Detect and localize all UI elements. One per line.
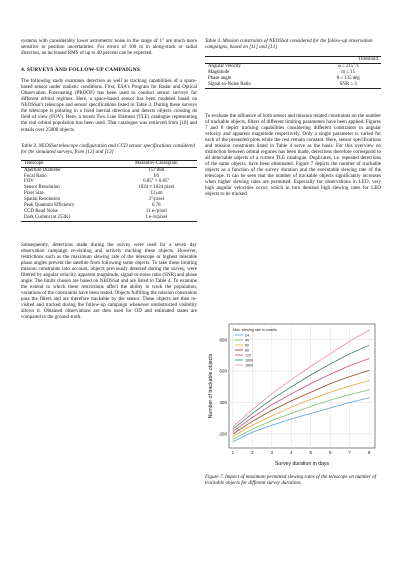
table4-label: Signal-to-Noise Ratio bbox=[205, 82, 315, 88]
x-tick-label: 5 bbox=[309, 450, 313, 455]
legend-label: 1800 bbox=[245, 363, 253, 368]
followup-body: Subsequently, detections made during the survey were used for a seven day observation campaign re-visiting and actively tracking these objects. However, restrictions such as the maximum slewing rate of the telescope or highest tolerable phase angles prevent the satellite from following some objects. To take those limiting mission constraints into account, objects previously detected during the survey, were filtered by angular velocity, apparent magnitude, signal-to-noise ratio (SNR) and phase angle. The limits chosen are based on NEOSSat and are listed in Table 4. To examine the extend to which these restrictions affect the ability to track the population, variations of the constraints have been tested. Objects fulfilling the mission constraints pass the filters and are therefore trackable by the sensor. These objects are then re-visited and tracked during the follow-up campaign whenever unobstructed visibility allows it. Obtained observations are then used for OD and estimated states are compared to the ground-truth. bbox=[21, 241, 197, 321]
table3-value: 13 μm bbox=[149, 191, 163, 197]
right-body: To evaluate the influence of both sensor and mission related constraints on the number of trackable objects, filters of different limiting parameters have been applied. Figures 7 and 8 depict tracking capabilities considering different constraints in angular velocity and apparent magnitude respectively. Only a single parameter is varied for each of the presented plots while the rest remain constant. Here, sensor specifications and mission constraints listed in Table 4 serve as the basis. For this overview no distinction between orbital regimes has been made, detections therefore correspond to all detectable objects of a current TLE catalogue. Duplicates, i.e. repeated detections of the same objects, have been eliminated. Figure 7 depicts the number of trackable objects as a function of the survey duration and the executable slewing rate of the telescope. It can be seen that the number of trackable objects significantly increases when higher slewing rates are permitted. Especially for observations in LEO, very high angular velocities occur, which in turn demand high slewing rates for LEO objects to be tracked. bbox=[205, 112, 381, 198]
table3-label: Spatial Resolution bbox=[24, 197, 60, 203]
x-tick-label: 3 bbox=[270, 450, 274, 455]
legend-label: 1000 bbox=[245, 358, 253, 363]
table3-value: Maksutov-Cassegrain bbox=[116, 160, 198, 167]
table4-value: SNR ≥ 3 bbox=[315, 82, 381, 88]
table3-value: 1024 × 1024 pixel bbox=[138, 185, 175, 191]
table4-caption: Table 4. Mission constraints of NEOSSat considered for the follow-up observation campaigns, based on [11] and [13] bbox=[205, 38, 373, 51]
x-tick-label: 8 bbox=[367, 450, 371, 455]
table3-label: CCD Read Noise bbox=[24, 209, 58, 214]
table3-label: Sensor Resolution bbox=[24, 185, 60, 191]
table4-label: Angular velocity bbox=[208, 64, 242, 70]
x-axis-label: Survey duration in days bbox=[274, 461, 330, 467]
y-tick-label: 200 bbox=[219, 431, 227, 437]
table3-row bbox=[21, 215, 197, 221]
table3-label: Pixel Size bbox=[24, 191, 44, 197]
table3-label: Aperture Diameter bbox=[24, 167, 61, 173]
x-tick-label: 6 bbox=[328, 450, 332, 455]
figure7-chart bbox=[205, 318, 381, 468]
figure7 bbox=[205, 318, 381, 468]
table3-value: 0.78 bbox=[151, 203, 161, 209]
table3-value: 3″/pixel bbox=[148, 197, 165, 203]
table4-value: θ ≤ 135 deg bbox=[336, 75, 360, 81]
table4-value: ω ≤ 215″/s bbox=[337, 64, 359, 70]
legend-label: 60 bbox=[245, 343, 249, 348]
plot-area bbox=[229, 324, 375, 448]
table3-label: Focal Ratio bbox=[24, 173, 47, 179]
table4 bbox=[205, 56, 381, 89]
legend-title: Max. slewing rate in mrad/s bbox=[233, 328, 277, 332]
x-tick-label: 7 bbox=[348, 450, 351, 455]
y-tick-label: 600 bbox=[219, 368, 227, 374]
x-tick-label: 1 bbox=[231, 450, 235, 455]
x-tick-label: 2 bbox=[251, 450, 254, 455]
y-tick-label: 800 bbox=[219, 337, 227, 343]
legend-label: 40 bbox=[245, 338, 249, 343]
y-axis-label: Number of trackable objects bbox=[208, 353, 214, 419]
right-column bbox=[205, 38, 381, 197]
table4-row bbox=[205, 82, 381, 88]
table3 bbox=[21, 160, 197, 222]
table3-value: f/6 bbox=[153, 173, 159, 179]
table3-value: 0.85° × 0.85° bbox=[143, 179, 170, 185]
table3-label: Peak Quantum Efficiency bbox=[24, 203, 75, 209]
table3-label: Telescope bbox=[21, 160, 116, 167]
table3-value: 11 e-/pixel bbox=[145, 209, 167, 214]
y-tick-label: 400 bbox=[219, 400, 227, 406]
table3-value: 157 mm bbox=[148, 167, 165, 173]
legend-label: 80 bbox=[245, 348, 249, 353]
table4-label: Magnitude bbox=[208, 70, 230, 75]
left-column bbox=[21, 38, 197, 320]
table4-header: Threshold bbox=[315, 57, 381, 64]
section-body: The following study examines detection as well as tracking capabilities of a space-based sensor under realistic conditions. First, ESA's Program for Radar and Optical Observation Forecasting (PROOF) has been used to conduct sensor surveys for different orbital regimes. Here, a space-based sensor has been modeled based on NEOSSat's telescope and sensor specifications listed in Table 3. During these surveys the telescope is pointing in a fixed inertial direction and detects objects crossing its field of view (FOV). Here, a recent Two Line Element (TLE) catalogue representing the real orbital population has been used. That catalogue was retrieved from [10] and entails over 25000 objects. bbox=[21, 78, 197, 133]
table4-label: Phase angle bbox=[208, 75, 232, 81]
table3-label: FOV bbox=[24, 179, 34, 185]
figure7-caption: Figure 7. Impact of maximum permitted slewing rates of the telescope on number of trackable objects for different survey durations bbox=[205, 474, 376, 487]
table4-value: m ≤ 15 bbox=[341, 70, 356, 75]
table3-caption: Table 3. NEOSSat telescope configuration and CCD sensor specifications considered for the simulated surveys, from [12] and [13] bbox=[21, 142, 195, 155]
table3-label: Dark Current (at 253K) bbox=[21, 215, 116, 221]
legend-label: 24 bbox=[245, 333, 249, 338]
table3-value: 1 e-/s/pixel bbox=[116, 215, 198, 221]
x-tick-label: 4 bbox=[290, 450, 293, 455]
intro-paragraph: systems with considerably lower astrometric noise in the range of 1" are much more sensitive to position uncertainties. For errors of 100 m in along-track or radial direction, an increased RMS of up to 40 percent can be expected. bbox=[21, 38, 197, 57]
section-heading: 4. SURVEYS AND FOLLOW-UP CAMPAIGNS bbox=[21, 67, 140, 74]
table3-row bbox=[21, 160, 197, 167]
legend-label: 120 bbox=[245, 353, 251, 358]
